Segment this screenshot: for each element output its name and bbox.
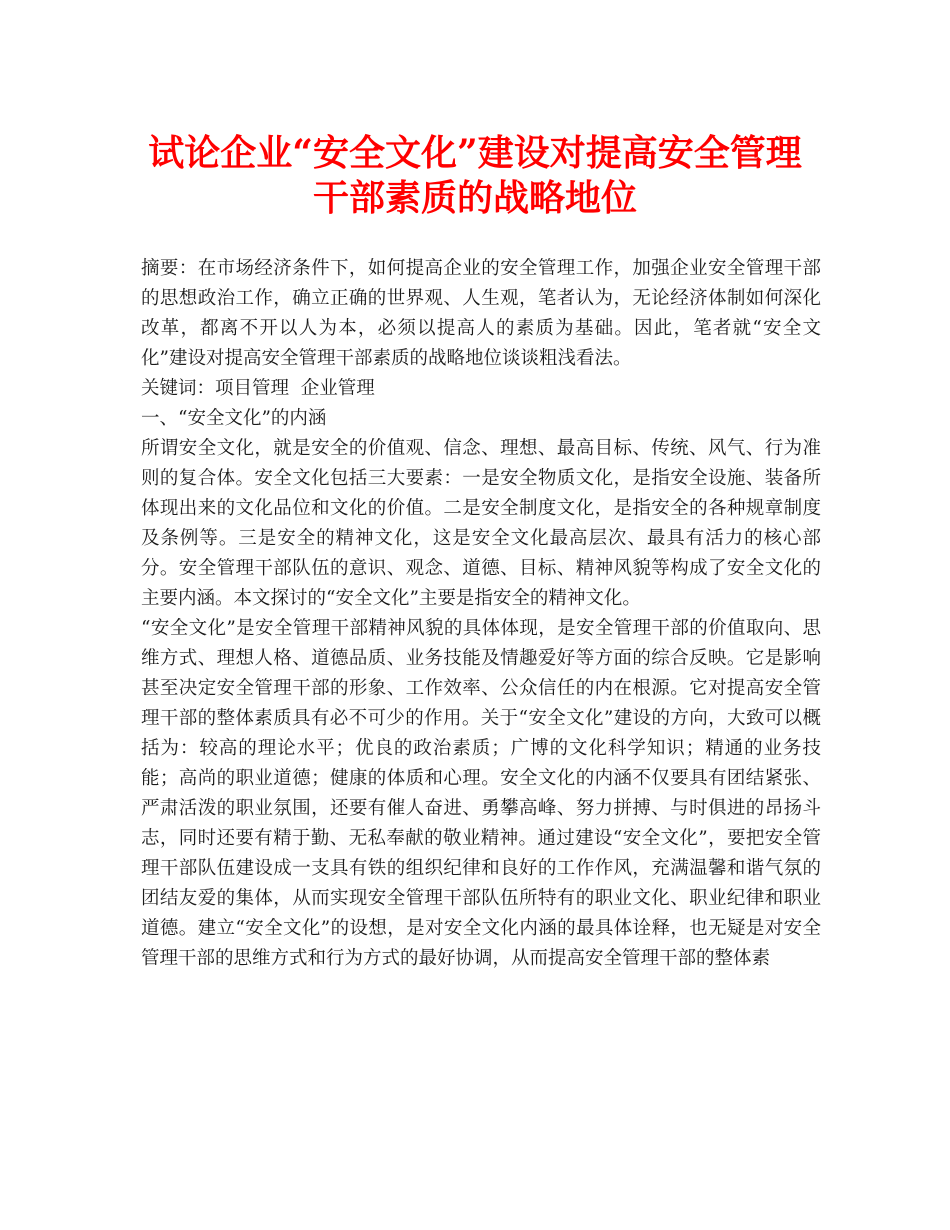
section-heading-1: 一、“安全文化”的内涵 [141,408,327,429]
body-paragraph: “安全文化”是安全管理干部精神风貌的具体体现，是安全管理干部的价值取向、思维方式、理想人格、道德品质、业务技能及情趣爱好等方面的综合反映。它是影响甚至决定安全管理干部的形象、工作效率、公众信任的内在根源。它对提高安全管理干部的整体素质具有必不可少的作用。关于“安全文化”建设的方向，大致可以概括为：较高的理论水平；优良的政治素质；广博的文化科学知识；精通的业务技能；高尚的职业道德；健康的体质和心理。安全文化的内涵不仅要具有团结紧张、严肃活泼的职业氛围，还要有催人奋进、勇攀高峰、努力拼搏、与时俱进的昂扬斗志，同时还要有精于勤、无私奉献的敬业精神。通过建设“安全文化”，要把安全管理干部队伍建设成一支具有铁的组织纪律和良好的工作作风，充满温馨和谐气氛的团结友爱的集体，从而实现安全管理干部队伍所特有的职业文化、职业纪律和职业道德。建立“安全文化”的设想，是对安全文化内涵的最具体诠释，也无疑是对安全管理干部的思维方式和行为方式的最好协调，从而提高安全管理干部的整体素 [141,618,821,969]
keywords-line: 关键词：项目管理 企业管理 [141,378,375,399]
document-title-line-1: 试论企业“安全文化”建设对提高安全管理 [148,132,802,174]
document-title-line-2: 干部素质的战略地位 [312,177,637,219]
abstract-paragraph: 摘要：在市场经济条件下，如何提高企业的安全管理工作，加强企业安全管理干部的思想政治工作，确立正确的世界观、人生观，笔者认为，无论经济体制如何深化改革，都离不开以人为本，必须以提高人的素质为基础。因此，笔者就“安全文化”建设对提高安全管理干部素质的战略地位谈谈粗浅看法。 [141,258,821,369]
body-paragraph: 所谓安全文化，就是安全的价值观、信念、理想、最高目标、传统、风气、行为准则的复合体。安全文化包括三大要素：一是安全物质文化，是指安全设施、装备所体现出来的文化品位和文化的价值。二是安全制度文化，是指安全的各种规章制度及条例等。三是安全的精神文化，这是安全文化最高层次、最具有活力的核心部分。安全管理干部队伍的意识、观念、道德、目标、精神风貌等构成了安全文化的主要内涵。本文探讨的“安全文化”主要是指安全的精神文化。 [141,438,821,609]
document-body [141,254,821,974]
